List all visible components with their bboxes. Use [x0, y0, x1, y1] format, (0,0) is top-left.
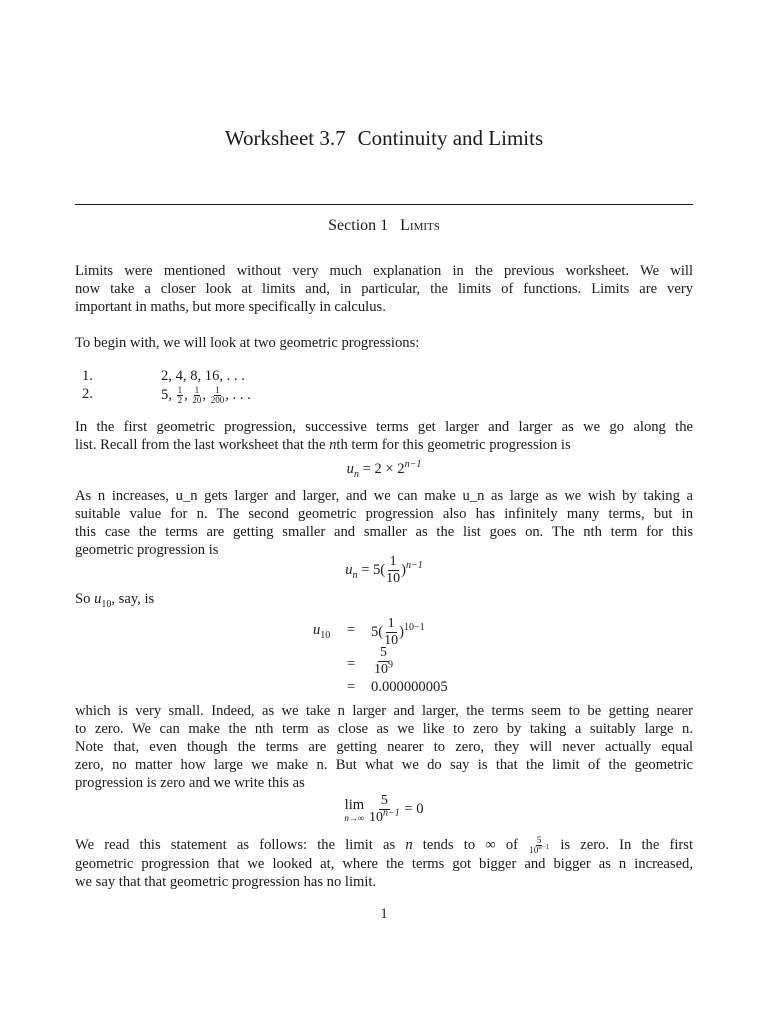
- title-worksheet-number: Worksheet 3.7: [224, 126, 346, 150]
- list-item-value: 2, 4, 8, 16, . . .: [161, 368, 245, 384]
- align-equals: =: [347, 679, 356, 695]
- align-equals: =: [347, 656, 356, 672]
- intro-line: now take a closer look at limits and, in particular, the limits of functions. Limits are very: [75, 281, 693, 297]
- progression-list: [82, 368, 482, 404]
- paragraph-line: We read this statement as follows: the limit as n tends to ∞ of $\frac{5}{10^{n-1}}$ is zero. In the first: [75, 835, 694, 856]
- equation-un-second: $u_n = 5$( $\frac{1}{10}$ )$^{n-1}$: [345, 554, 423, 586]
- horizontal-rule: [75, 204, 693, 205]
- list-item-number: 1.: [82, 368, 93, 384]
- paragraph-line: geometric progression is: [75, 542, 219, 558]
- align-lhs: $u_{10}$: [313, 622, 331, 641]
- fraction: $\frac{1}{200}$: [210, 385, 225, 405]
- page-title: [0, 126, 768, 151]
- intro-paragraph: [75, 262, 693, 316]
- begin-paragraph: [75, 334, 693, 352]
- limit-equation: lim n→∞ $\frac{5}{10^{n-1}}$ = 0: [344, 793, 424, 825]
- fraction: $\frac{1}{20}$: [192, 385, 202, 405]
- list-item-number: 2.: [82, 386, 93, 402]
- fraction: $\frac{1}{10}$: [386, 554, 401, 586]
- paragraph-line: Note that, even though the terms are getting nearer to zero, they will never actually equal: [75, 739, 693, 755]
- align-row-3: 0.000000005: [371, 679, 448, 695]
- paragraph-line: suitable value for n. The second geometric progression also has infinitely many terms, but in: [75, 506, 693, 522]
- section-heading: [0, 217, 768, 235]
- paragraph-line: As n increases, u_n gets larger and larger, and we can make u_n as large as we wish by taking a: [75, 488, 693, 504]
- fraction: $\frac{5}{10^{n-1}}$: [369, 793, 400, 825]
- list-item: [82, 386, 482, 404]
- intro-line: Limits were mentioned without very much explanation in the previous worksheet. We will: [75, 263, 693, 279]
- title-topic: Continuity and Limits: [357, 126, 544, 150]
- paragraph-nth-term: [75, 418, 693, 454]
- paragraph-line: geometric progression that we looked at, where the terms got bigger and bigger as n increased,: [75, 856, 693, 873]
- begin-line: To begin with, we will look at two geometric progressions:: [75, 335, 420, 351]
- fraction: $\frac{1}{2}$: [177, 385, 183, 405]
- paragraph-line: to zero. We can make the nth term as close as we like to zero by taking a suitably large n.: [75, 721, 693, 737]
- page-number: 1: [380, 906, 388, 922]
- align-row-2: $\frac{5}{10^9}$: [374, 645, 393, 677]
- align-row-1: 5( $\frac{1}{10}$ )$^{10-1}$: [371, 616, 425, 648]
- paragraph-read-statement: [75, 836, 693, 891]
- fraction: $\frac{5}{10^{n-1}}$: [529, 835, 550, 856]
- list-item: [82, 368, 482, 386]
- list-item-value: 5, $\frac{1}{2}$ , $\frac{1}{20}$ , $\frac{1}{200}$ , . . .: [161, 385, 251, 405]
- limit-operator: lim n→∞: [344, 796, 365, 823]
- section-number: Section 1: [328, 217, 389, 234]
- align-equals: =: [347, 622, 356, 638]
- paragraph-second-progression: [75, 487, 693, 559]
- section-name: Limits: [400, 217, 440, 234]
- paragraph-line: we say that that geometric progression has no limit.: [75, 874, 377, 891]
- paragraph-line: this case the terms are getting smaller and smaller as the list goes on. The nth term for this: [75, 524, 693, 540]
- paragraph-line: In the first geometric progression, successive terms get larger and larger as we go along the: [75, 419, 693, 435]
- equation-un: $u_n = 2 \times 2^{n-1}$: [346, 459, 422, 480]
- paragraph-small-terms: [75, 702, 693, 792]
- intro-line: important in maths, but more specifically in calculus.: [75, 299, 386, 315]
- so-line: So $u_{10}$, say, is: [75, 591, 155, 610]
- paragraph-line: which is very small. Indeed, as we take n larger and larger, the terms seem to be getting nearer: [75, 703, 693, 719]
- paragraph-line: list. Recall from the last worksheet that the nth term for this geometric progression is: [75, 437, 571, 453]
- paragraph-line: progression is zero and we write this as: [75, 775, 305, 791]
- paragraph-line: zero, no matter how large we make n. But what we do say is that the limit of the geometric: [75, 757, 693, 773]
